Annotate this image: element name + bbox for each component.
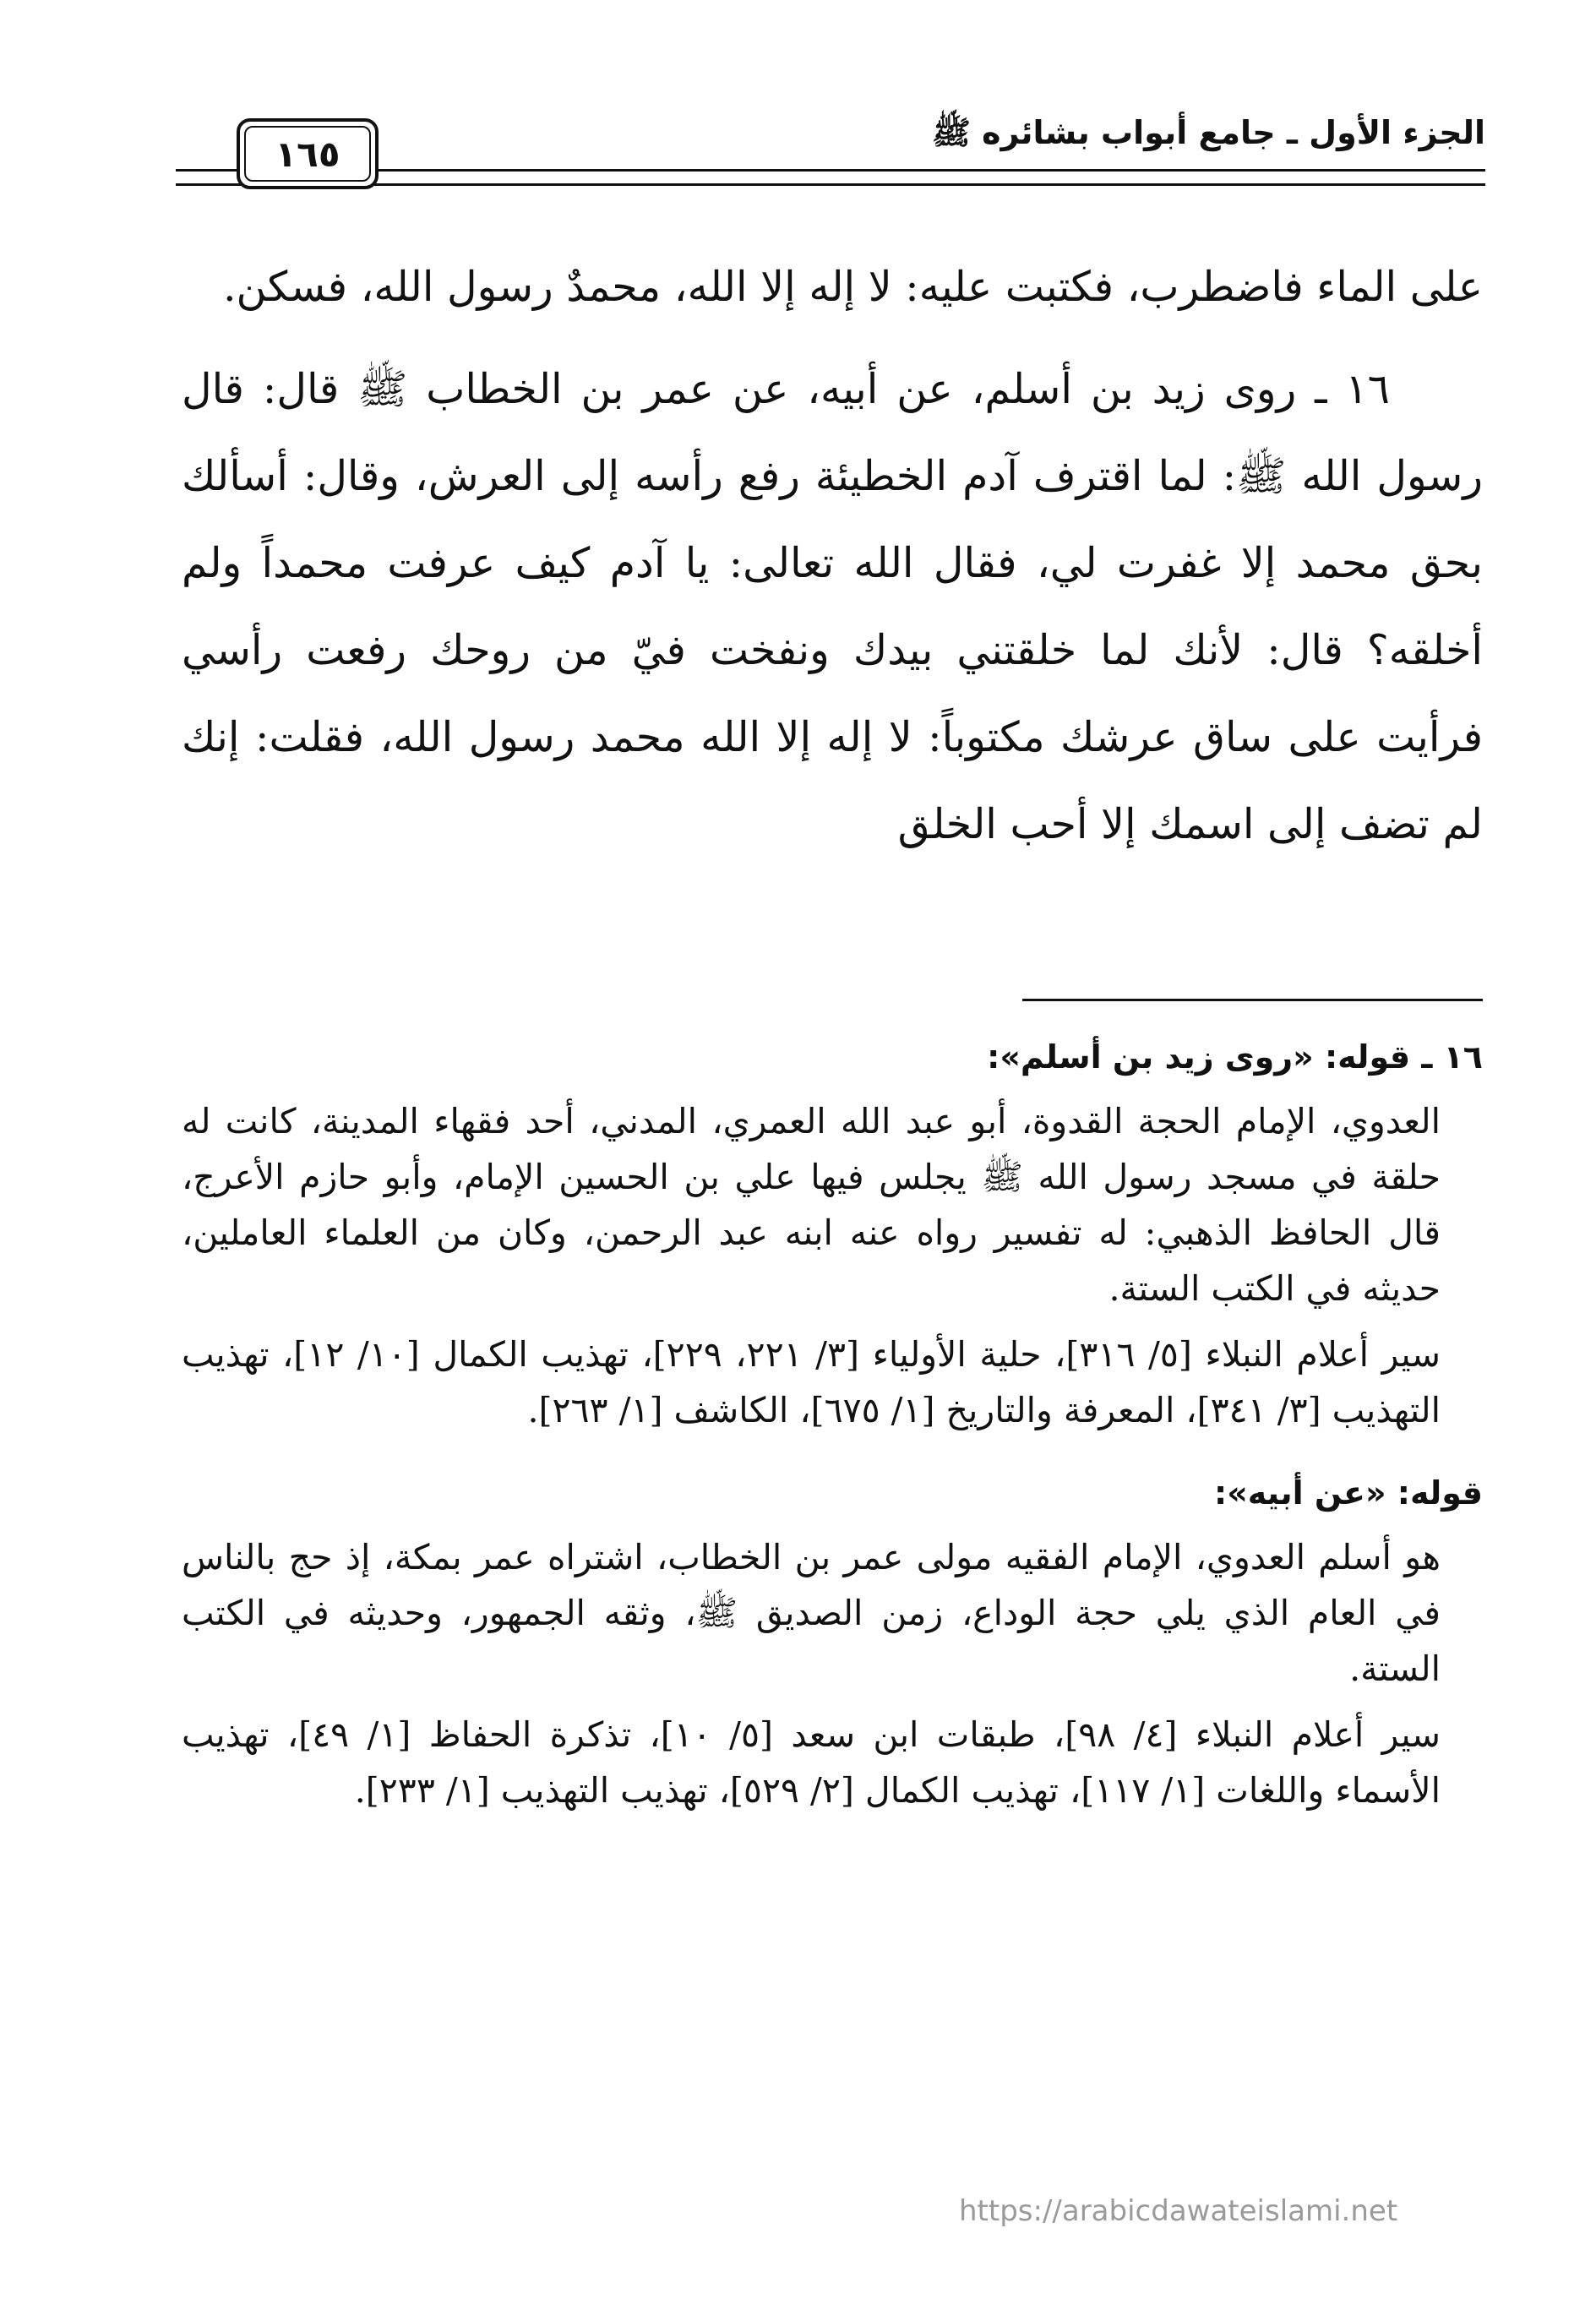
footnote-2 xyxy=(182,1465,1483,1818)
footnote-sources: سير أعلام النبلاء [٥/ ٣١٦]، حلية الأولياء [٣/ ٢٢١، ٢٢٩]، تهذيب الكمال [١٠/ ١٢]، تهذيب التهذيب [٣/ ٣٤١]، المعرفة والتاريخ [١/ ٦٧٥]، الكاشف [١/ ٢٦٣]. xyxy=(182,1334,1441,1430)
footnote-body: العدوي، الإمام الحجة القدوة، أبو عبد الله العمري، المدني، أحد فقهاء المدينة، كانت له حلقة في مسجد رسول الله ﷺ يجلس فيها علي بن الحسين الإمام، وأبو حازم الأعرج، قال الحافظ الذهبي: له تفسير رواه عنه ابنه عبد الرحمن، وكان من العلماء العاملين، حديثه في الكتب الستة. xyxy=(182,1101,1441,1309)
page-number: ١٦٥ xyxy=(244,126,371,182)
main-text xyxy=(182,243,1483,868)
page-header xyxy=(176,101,1485,194)
running-title: الجزء الأول ـ جامع أبواب بشائره ﷺ xyxy=(932,114,1485,151)
page-number-frame xyxy=(237,118,379,189)
main-paragraph-2: ١٦ ـ روى زيد بن أسلم، عن أبيه، عن عمر بن الخطاب ﷺ قال: قال رسول الله ﷺ: لما اقترف آدم الخطيئة رفع رأسه إلى العرش، وقال: أسألك بحق محمد إلا غفرت لي، فقال الله تعالى: يا آدم كيف عرفت محمداً ولم أخلقه؟ قال: لأنك لما خلقتني بيدك ونفخت فيّ من روحك رفعت رأسي فرأيت على ساق عرشك مكتوباً: لا إله إلا الله محمد رسول الله، فقلت: إنك لم تضف إلى اسمك إلا أحب الخلق xyxy=(182,365,1483,848)
footnotes xyxy=(182,1029,1483,1845)
footnote-sources: سير أعلام النبلاء [٤/ ٩٨]، طبقات ابن سعد [٥/ ١٠]، تذكرة الحفاظ [١/ ٤٩]، تهذيب الأسماء واللغات [١/ ١١٧]، تهذيب الكمال [٢/ ٥٢٩]، تهذيب التهذيب [١/ ٢٣٣]. xyxy=(182,1714,1441,1811)
footnote-heading: ١٦ ـ قوله: «روى زيد بن أسلم»: xyxy=(987,1038,1483,1076)
main-paragraph-1: على الماء فاضطرب، فكتبت عليه: لا إله إلا الله، محمدٌ رسول الله، فسكن. xyxy=(222,263,1483,311)
footnote-1 xyxy=(182,1029,1483,1438)
footnote-heading: قوله: «عن أبيه»: xyxy=(1214,1474,1483,1512)
footnote-body: هو أسلم العدوي، الإمام الفقيه مولى عمر بن الخطاب، اشتراه عمر بمكة، إذ حج بالناس في العام الذي يلي حجة الوداع، زمن الصديق ﷺ، وثقه الجمهور، وحديثه في الكتب الستة. xyxy=(182,1537,1441,1689)
footnote-divider xyxy=(1022,999,1483,1001)
watermark-url: https://arabicdawateislami.net xyxy=(959,2194,1398,2228)
